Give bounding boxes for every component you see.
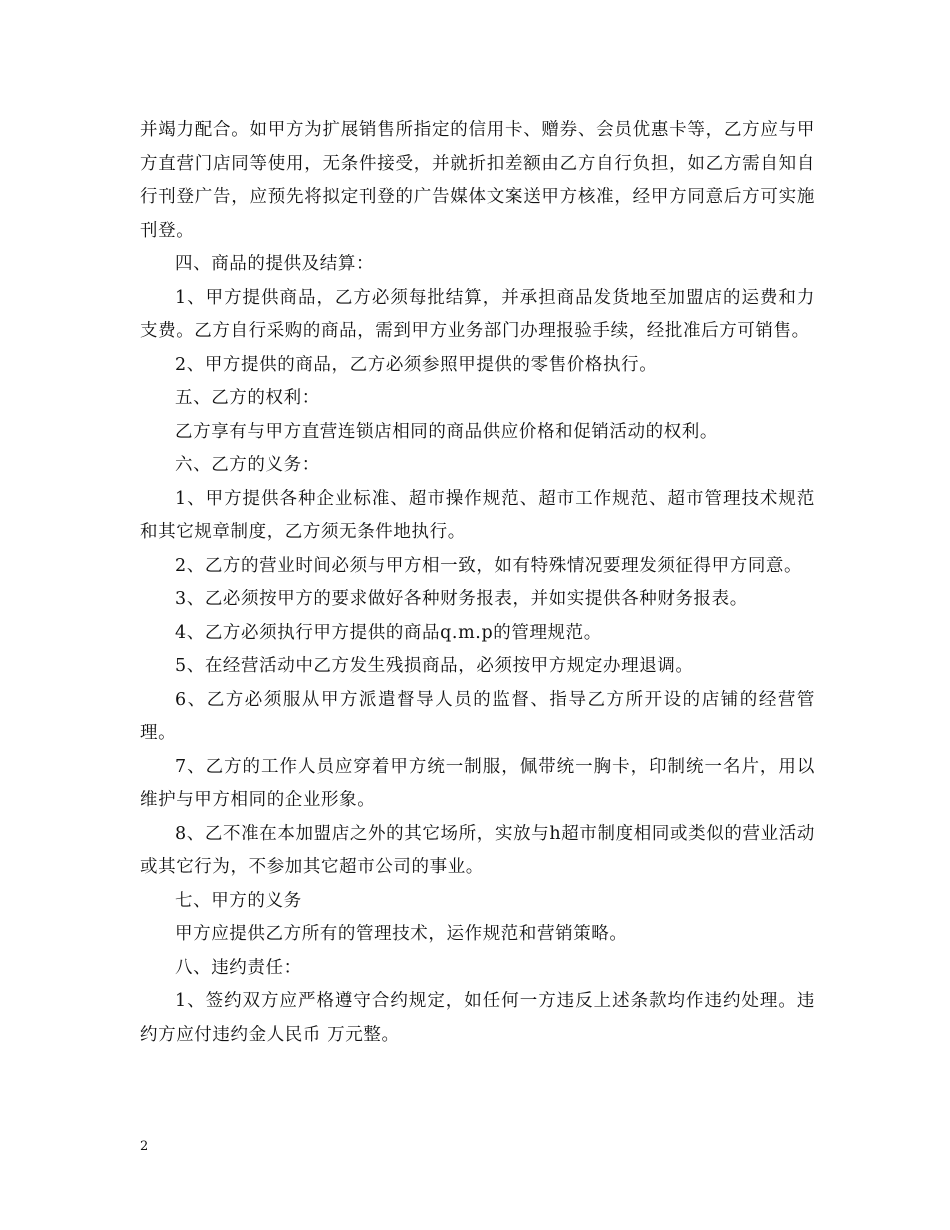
clause-6-6: 6、乙方必须服从甲方派遣督导人员的监督、指导乙方所开设的店铺的经营管理。: [140, 689, 815, 743]
section-heading-7: 七、甲方的义务: [175, 890, 302, 911]
clause-8-1: 1、签约双方应严格遵守合约规定，如任何一方违反上述条款均作违约处理。违约方应付违约金人民币 万元整。: [140, 991, 815, 1045]
clause-6-3: 3、乙必须按甲方的要求做好各种财务报表，并如实提供各种财务报表。: [175, 589, 748, 609]
section-heading-5: 五、乙方的权利：: [175, 388, 320, 408]
clause-6-4: 4、乙方必须执行甲方提供的商品q.m.p的管理规范。: [175, 622, 602, 643]
clause-5-body: 乙方享有与甲方直营连锁店相同的商品供应价格和促销活动的权利。: [175, 421, 718, 442]
clause-7-body: 甲方应提供乙方所有的管理技术，运作规范和营销策略。: [175, 924, 628, 944]
document-body: [140, 114, 815, 1052]
section-heading-4: 四、商品的提供及结算：: [175, 254, 375, 274]
clause-6-7: 7、乙方的工作人员应穿着甲方统一制服，佩带统一胸卡，印制统一名片，用以维护与甲方相同的企业形象。: [140, 756, 815, 810]
clause-4-2: 2、甲方提供的商品，乙方必须参照甲提供的零售价格执行。: [175, 354, 658, 375]
section-heading-6: 六、乙方的义务：: [175, 455, 320, 475]
clause-6-2: 2、乙方的营业时间必须与甲方相一致，如有特殊情况要理发须征得甲方同意。: [175, 555, 803, 576]
paragraph-continuation: 并竭力配合。如甲方为扩展销售所指定的信用卡、赠券、会员优惠卡等，乙方应与甲方直营门店同等使用，无条件接受，并就折扣差额由乙方自行负担，如乙方需自知自行刊登广告，应预先将拟定刊登的广告媒体文案送甲方核准，经甲方同意后方可实施刊登。: [140, 120, 815, 241]
clause-4-1: 1、甲方提供商品，乙方必须每批结算，并承担商品发货地至加盟店的运费和力支费。乙方自行采购的商品，需到甲方业务部门办理报验手续，经批准后方可销售。: [140, 287, 815, 341]
clause-6-5: 5、在经营活动中乙方发生残损商品，必须按甲方规定办理退调。: [175, 656, 694, 676]
clause-6-8: 8、乙不准在本加盟店之外的其它场所，实放与h超市制度相同或类似的营业活动或其它行为，不参加其它超市公司的事业。: [140, 823, 815, 877]
section-heading-8: 八、违约责任：: [175, 957, 302, 978]
page-number: 2: [140, 1139, 149, 1154]
clause-6-1: 1、甲方提供各种企业标准、超市操作规范、超市工作规范、超市管理技术规范和其它规章制度，乙方须无条件地执行。: [140, 488, 815, 542]
